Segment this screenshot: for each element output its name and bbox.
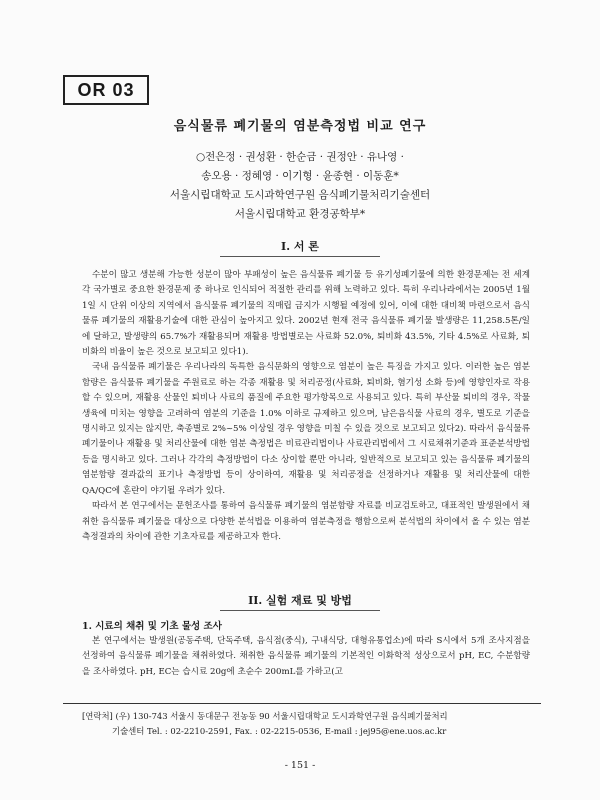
paragraph: 본 연구에서는 발생원(공동주택, 단독주택, 음식점(중식), 구내식당, 대형유통업소)에 따라 S시에서 5개 조사지점을 선정하여 음식물류 폐기물을 채취하였다. 채취한 음식물류 폐기물의 기본적인 이화학적 성상으로서 pH, EC, 수분함량을 조사하였다. pH, EC는 습시료 20g에 초순수 200mL를 가하고(고	[82, 636, 530, 677]
footer-divider	[63, 703, 541, 704]
page-number: - 151 -	[284, 760, 316, 771]
affiliation-2: 서울시립대학교 환경공학부*	[234, 208, 366, 220]
session-code-box: OR 03	[63, 75, 149, 105]
section-heading-introduction: I. 서 론	[281, 240, 319, 253]
section-heading-methods: II. 실험 재료 및 방법	[248, 594, 352, 607]
introduction-body	[82, 268, 530, 545]
author-line-2: 송오용 · 정혜영 · 이기형 · 윤종현 · 이동훈*	[201, 170, 399, 182]
affiliation-1: 서울시립대학교 도시과학연구원 음식폐기물처리기술센터	[169, 189, 431, 201]
paper-title: 음식물류 폐기물의 염분측정법 비교 연구	[173, 119, 427, 134]
contact-line-1: [연락처] (우) 130-743 서울시 동대문구 전농동 90 서울시립대학교 도시과학연구원 음식폐기물처리	[82, 711, 448, 721]
subsection-heading: 1. 시료의 채취 및 기초 물성 조사	[82, 621, 222, 632]
author-block	[0, 148, 600, 224]
author-line-1: ○전은정 · 권성환 · 한순금 · 권정안 · 유나영 ·	[195, 151, 405, 163]
paragraph: 따라서 본 연구에서는 문헌조사를 통하여 음식물류 폐기물의 염분함량 자료를 비교검토하고, 대표적인 발생원에서 채취한 음식물류 폐기물을 대상으로 다양한 분석법을 이용하여 염분측정을 행함으로써 분석법의 차이에서 올 수 있는 염분측정결과의 차이에 관한 기초자료를 제공하고자 한다.	[82, 501, 530, 542]
contact-footer	[82, 709, 530, 739]
section-divider	[220, 610, 380, 611]
contact-line-2: 기술센터 Tel. : 02-2210-2591, Fax. : 02-2215-0536, E-mail : jej95@ene.uos.ac.kr	[112, 726, 447, 736]
paragraph: 국내 음식물류 폐기물은 우리나라의 독특한 음식문화의 영향으로 염분이 높은 특징을 가지고 있다. 이러한 높은 염분함량은 음식물류 폐기물을 주원료로 하는 각종 재활용 및 처리공정(사료화, 퇴비화, 혐기성 소화 등)에 영향인자로 작용할 수 있으며, 재활용 산물인 퇴비나 사료의 품질에 주요한 평가항목으로 사용되고 있다. 특히 부산물 퇴비의 경우, 작물생육에 미치는 영향을 고려하여 염분의 기준을 1.0% 이하로 규제하고 있으며, 남은음식물 사료의 경우, 별도로 기준을 명시하고 있지는 않지만, 축종별로 2%~5% 이상일 경우 영향을 미칠 수 있을 것으로 보고되고 있다2). 따라서 음식물류 폐기물이나 재활용 및 처리산물에 대한 염분 측정법은 비료관리법이나 사료관리법에서 그 시료채취기준과 표준분석방법 등을 명시하고 있다. 그러나 각각의 측정방법이 다소 상이할 뿐만 아니라, 일반적으로 보고되고 있는 음식물류 폐기물의 염분함량 결과값의 표기나 측정방법 등이 상이하여, 재활용 및 처리공정을 선정하거나 재활용 및 처리산물에 대한 QA/QC에 혼란이 야기될 우려가 있다.	[82, 362, 530, 496]
methods-body	[82, 634, 530, 680]
paragraph: 수분이 많고 생분해 가능한 성분이 많아 부패성이 높은 음식물류 폐기물 등 유기성폐기물에 의한 환경문제는 전 세계 각 국가별로 중요한 환경문제 중 하나로 인식되어 적절한 관리를 위해 노력하고 있다. 특히 우리나라에서는 2005년 1월 1일 시 단위 이상의 지역에서 음식물류 폐기물의 직매립 금지가 시행될 예정에 있어, 이에 대한 대비책 마련으로서 음식물류 폐기물의 재활용기술에 대한 관심이 높아지고 있다. 2002년 현재 전국 음식물류 폐기물 발생량은 11,258.5톤/일에 달하고, 발생량의 65.7%가 재활용되며 재활용 방법별로는 사료화 52.0%, 퇴비화 43.5%, 기타 4.5%로 사료화, 퇴비화의 비율이 높은 것으로 보고되고 있다1).	[82, 270, 530, 358]
section-divider	[220, 256, 380, 257]
